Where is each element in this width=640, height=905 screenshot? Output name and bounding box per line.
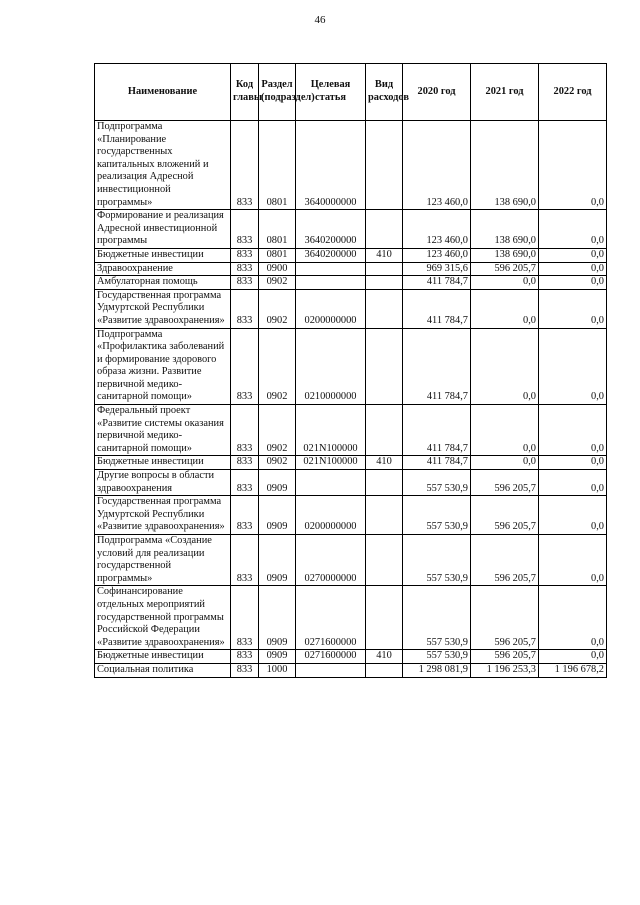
cell-2021: 0,0: [471, 456, 539, 470]
cell-vid: 410: [366, 456, 403, 470]
cell-2020: 557 530,9: [403, 586, 471, 650]
table-row: [95, 586, 607, 650]
cell-vid: [366, 496, 403, 535]
cell-2022: 0,0: [539, 535, 607, 586]
cell-2020: 411 784,7: [403, 328, 471, 405]
cell-vid: [366, 535, 403, 586]
cell-2021: 1 196 253,3: [471, 663, 539, 677]
cell-vid: [366, 289, 403, 328]
cell-celevaya: 3640200000: [296, 210, 366, 249]
cell-2021: 596 205,7: [471, 535, 539, 586]
cell-2020: 411 784,7: [403, 405, 471, 456]
cell-2020: 411 784,7: [403, 289, 471, 328]
header-vid: Вид расходов: [366, 64, 403, 121]
cell-2022: 0,0: [539, 405, 607, 456]
table-row: [95, 121, 607, 210]
cell-2021: 0,0: [471, 276, 539, 290]
header-glava: Код главы: [231, 64, 259, 121]
cell-celevaya: 3640000000: [296, 121, 366, 210]
cell-name: Формирование и реализация Адресной инвестиционной программы: [95, 210, 231, 249]
cell-name: Бюджетные инвестиции: [95, 248, 231, 262]
header-2021: 2021 год: [471, 64, 539, 121]
cell-name: Государственная программа Удмуртской Республики «Развитие здравоохранения»: [95, 289, 231, 328]
cell-2020: 1 298 081,9: [403, 663, 471, 677]
cell-razdel: 0900: [259, 262, 296, 276]
table-row: [95, 650, 607, 664]
cell-2022: 0,0: [539, 289, 607, 328]
cell-2022: 0,0: [539, 586, 607, 650]
cell-2020: 123 460,0: [403, 121, 471, 210]
cell-vid: [366, 210, 403, 249]
table-row: [95, 248, 607, 262]
cell-celevaya: [296, 262, 366, 276]
cell-2021: 0,0: [471, 405, 539, 456]
cell-celevaya: 0271600000: [296, 650, 366, 664]
cell-2021: 596 205,7: [471, 586, 539, 650]
cell-2021: 0,0: [471, 328, 539, 405]
cell-glava: 833: [231, 535, 259, 586]
cell-2021: 596 205,7: [471, 470, 539, 496]
cell-2022: 0,0: [539, 210, 607, 249]
cell-vid: 410: [366, 248, 403, 262]
cell-2021: 138 690,0: [471, 210, 539, 249]
cell-vid: [366, 470, 403, 496]
table-row: [95, 276, 607, 290]
table-row: [95, 456, 607, 470]
cell-celevaya: 021N100000: [296, 405, 366, 456]
cell-name: Бюджетные инвестиции: [95, 650, 231, 664]
cell-name: Подпрограмма «Планирование государственных капитальных вложений и реализация Адресной инвестиционной программы»: [95, 121, 231, 210]
cell-2020: 557 530,9: [403, 535, 471, 586]
cell-name: Подпрограмма «Профилактика заболеваний и формирование здорового образа жизни. Развитие первичной медико-санитарной помощи»: [95, 328, 231, 405]
table-body: [95, 121, 607, 678]
page-number: 46: [314, 14, 326, 26]
cell-glava: 833: [231, 586, 259, 650]
cell-name: Амбулаторная помощь: [95, 276, 231, 290]
cell-2021: 596 205,7: [471, 650, 539, 664]
table-row: [95, 535, 607, 586]
cell-celevaya: 3640200000: [296, 248, 366, 262]
cell-razdel: 0902: [259, 276, 296, 290]
table-row: [95, 663, 607, 677]
cell-vid: [366, 276, 403, 290]
cell-name: Подпрограмма «Создание условий для реализации государственной программы»: [95, 535, 231, 586]
cell-2020: 123 460,0: [403, 210, 471, 249]
header-2020: 2020 год: [403, 64, 471, 121]
cell-celevaya: [296, 276, 366, 290]
cell-razdel: 0902: [259, 456, 296, 470]
cell-glava: 833: [231, 405, 259, 456]
header-razdel: Раздел (подраздел): [259, 64, 296, 121]
cell-2022: 0,0: [539, 276, 607, 290]
cell-name: Государственная программа Удмуртской Республики «Развитие здравоохранения»: [95, 496, 231, 535]
cell-name: Другие вопросы в области здравоохранения: [95, 470, 231, 496]
cell-celevaya: 0270000000: [296, 535, 366, 586]
cell-razdel: 0902: [259, 405, 296, 456]
cell-2020: 557 530,9: [403, 496, 471, 535]
cell-2022: 0,0: [539, 262, 607, 276]
cell-2022: 0,0: [539, 496, 607, 535]
cell-glava: 833: [231, 289, 259, 328]
cell-celevaya: 0210000000: [296, 328, 366, 405]
cell-2020: 411 784,7: [403, 456, 471, 470]
cell-2020: 557 530,9: [403, 470, 471, 496]
cell-glava: 833: [231, 470, 259, 496]
cell-celevaya: 0200000000: [296, 289, 366, 328]
budget-table: [94, 63, 607, 678]
cell-2022: 1 196 678,2: [539, 663, 607, 677]
table-row: [95, 210, 607, 249]
cell-razdel: 0801: [259, 210, 296, 249]
cell-vid: [366, 262, 403, 276]
header-2022: 2022 год: [539, 64, 607, 121]
cell-vid: [366, 121, 403, 210]
cell-name: Бюджетные инвестиции: [95, 456, 231, 470]
cell-celevaya: 0200000000: [296, 496, 366, 535]
cell-celevaya: 021N100000: [296, 456, 366, 470]
cell-glava: 833: [231, 456, 259, 470]
cell-2021: 138 690,0: [471, 121, 539, 210]
cell-2021: 0,0: [471, 289, 539, 328]
cell-vid: [366, 405, 403, 456]
cell-2020: 411 784,7: [403, 276, 471, 290]
header-name: Наименование: [95, 64, 231, 121]
table-row: [95, 470, 607, 496]
cell-razdel: 1000: [259, 663, 296, 677]
cell-2022: 0,0: [539, 328, 607, 405]
cell-2020: 557 530,9: [403, 650, 471, 664]
cell-celevaya: [296, 470, 366, 496]
cell-glava: 833: [231, 496, 259, 535]
cell-name: Федеральный проект «Развитие системы оказания первичной медико-санитарной помощи»: [95, 405, 231, 456]
cell-razdel: 0902: [259, 289, 296, 328]
cell-glava: 833: [231, 650, 259, 664]
cell-2020: 969 315,6: [403, 262, 471, 276]
cell-2021: 596 205,7: [471, 262, 539, 276]
cell-2022: 0,0: [539, 470, 607, 496]
cell-glava: 833: [231, 210, 259, 249]
header-celevaya: Целевая статья: [296, 64, 366, 121]
cell-2020: 123 460,0: [403, 248, 471, 262]
cell-2022: 0,0: [539, 121, 607, 210]
cell-2022: 0,0: [539, 650, 607, 664]
cell-glava: 833: [231, 121, 259, 210]
cell-name: Софинансирование отдельных мероприятий государственной программы Российской Федерации «Развитие здравоохранения»: [95, 586, 231, 650]
cell-2021: 596 205,7: [471, 496, 539, 535]
cell-celevaya: [296, 663, 366, 677]
table-row: [95, 496, 607, 535]
table-row: [95, 328, 607, 405]
cell-vid: [366, 663, 403, 677]
cell-vid: [366, 586, 403, 650]
cell-razdel: 0909: [259, 470, 296, 496]
cell-name: Социальная политика: [95, 663, 231, 677]
table-row: [95, 262, 607, 276]
table-row: [95, 405, 607, 456]
cell-glava: 833: [231, 328, 259, 405]
cell-name: Здравоохранение: [95, 262, 231, 276]
cell-vid: 410: [366, 650, 403, 664]
cell-2022: 0,0: [539, 456, 607, 470]
cell-glava: 833: [231, 276, 259, 290]
cell-glava: 833: [231, 262, 259, 276]
cell-celevaya: 0271600000: [296, 586, 366, 650]
cell-razdel: 0909: [259, 650, 296, 664]
cell-2021: 138 690,0: [471, 248, 539, 262]
cell-razdel: 0902: [259, 328, 296, 405]
cell-razdel: 0909: [259, 535, 296, 586]
cell-vid: [366, 328, 403, 405]
table-row: [95, 289, 607, 328]
cell-2022: 0,0: [539, 248, 607, 262]
cell-razdel: 0801: [259, 248, 296, 262]
cell-glava: 833: [231, 663, 259, 677]
cell-razdel: 0909: [259, 496, 296, 535]
cell-razdel: 0801: [259, 121, 296, 210]
cell-razdel: 0909: [259, 586, 296, 650]
table-header-row: [95, 64, 607, 121]
cell-glava: 833: [231, 248, 259, 262]
